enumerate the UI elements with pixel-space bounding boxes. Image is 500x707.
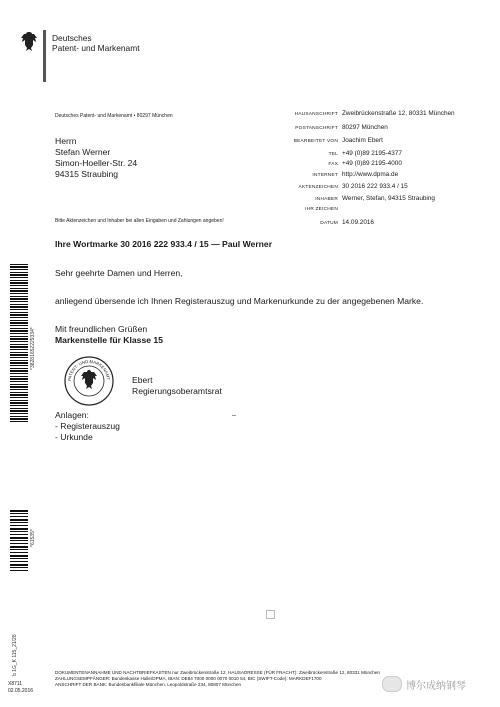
- header-label: AKTENZEICHEN: [298, 185, 338, 190]
- header-row: [254, 195, 435, 202]
- recipient-salutation: Herrn: [55, 136, 77, 146]
- closing: Mit freundlichen Grüßen: [55, 324, 148, 334]
- attachment-item: - Urkunde: [55, 432, 93, 442]
- footer-line: ZAHLUNGSEMPFÄNGER: Bundeskasse Halle/DPMA, IBAN: DE84 7000 0000 0070 0010 54, BIC (SWIFT-Code): MARKDEF1700: [55, 676, 322, 682]
- barcode-2: [10, 510, 28, 572]
- seal-text: PATENT- UND MARKENAMT: [66, 358, 112, 382]
- department: Markenstelle für Klasse 15: [55, 335, 163, 345]
- header-value: +49 (0)89 2195-4377: [342, 150, 402, 157]
- body-text: anliegend übersende ich Ihnen Registerauszug und Markenurkunde zu der angegebenen Marke.: [55, 296, 424, 306]
- header-row: [254, 110, 455, 117]
- vertical-reference: b 1G_K 115_21/28: [12, 634, 18, 676]
- header-row: [254, 207, 342, 212]
- header-row: [254, 183, 408, 190]
- footer: [55, 670, 380, 689]
- fold-mark: [232, 415, 236, 416]
- header-label: IHR ZEICHEN: [305, 207, 338, 212]
- office-name: [52, 33, 140, 53]
- office-name-line2: Patent- und Markenamt: [52, 43, 140, 53]
- recipient-name: Stefan Werner: [55, 147, 111, 157]
- header-label: INTERNET: [312, 173, 338, 178]
- header-row: [254, 124, 388, 131]
- greeting: Sehr geehrte Damen und Herren,: [55, 268, 183, 278]
- barcode-1: [10, 264, 28, 424]
- attachments: [55, 410, 120, 443]
- signatory-title: Regierungsoberamtsrat: [132, 386, 222, 396]
- header-label: INHABER: [315, 197, 338, 202]
- header-value: Werner, Stefan, 94315 Straubing: [342, 195, 435, 202]
- header-value: Joachim Ebert: [342, 137, 383, 144]
- header-label: DATUM: [320, 221, 338, 226]
- header-row: [254, 219, 374, 226]
- footer-line: ANSCHRIFT DER BANK: Bundesbankfiliale München, Leopoldstraße 234, 80807 München: [55, 682, 242, 688]
- fold-mark: [266, 610, 275, 619]
- header-label: BEARBEITET VON: [293, 139, 338, 144]
- attachment-item: - Registerauszug: [55, 421, 120, 431]
- office-name-line1: Deutsches: [52, 33, 92, 43]
- footer-line: DOKUMENTENANNAHME UND NACHTBRIEFKASTEN nur Zweibrückenstraße 12, HAUSADRESSE (FÜR FRACHT): Zweibrückenstraße 12, 80331 München: [55, 670, 380, 675]
- header-row: [254, 160, 402, 167]
- watermark: [382, 676, 466, 692]
- header-row: [254, 171, 398, 178]
- header-row: [254, 150, 402, 157]
- barcode-2-text: *61535*: [30, 529, 36, 547]
- header-label: TEL: [328, 152, 338, 157]
- header-value: 14.09.2016: [342, 219, 374, 226]
- header-value: 80297 München: [342, 124, 388, 131]
- logo-stripe: [43, 30, 46, 82]
- header-label: POSTANSCHRIFT: [295, 126, 338, 131]
- wechat-icon: [382, 676, 402, 692]
- federal-eagle-logo: [20, 30, 38, 52]
- header-row: [254, 137, 383, 144]
- barcode-1-text: *38281652229334*: [30, 327, 36, 370]
- reference-note: Bitte Aktenzeichen und Inhaber bei allen Eingaben und Zahlungen angeben!: [55, 218, 224, 224]
- recipient-address: [55, 136, 137, 180]
- recipient-city: 94315 Straubing: [55, 169, 119, 179]
- form-number: X8711: [8, 681, 23, 687]
- watermark-text: 博尔成纳钢琴: [406, 680, 466, 692]
- header-value: 30 2016 222 933.4 / 15: [342, 183, 408, 190]
- sender-line: Deutsches Patent- und Markenamt • 80297 München: [55, 113, 173, 119]
- subject-line: Ihre Wortmarke 30 2016 222 933.4 / 15 — Paul Werner: [55, 239, 273, 249]
- header-label: FAX: [328, 162, 338, 167]
- header-label: HAUSANSCHRIFT: [294, 112, 338, 117]
- recipient-street: Simon-Hoeller-Str. 24: [55, 158, 138, 168]
- signatory-name: Ebert: [132, 375, 153, 385]
- attachments-heading: Anlagen:: [55, 410, 89, 420]
- official-seal: [63, 355, 115, 407]
- form-date: 02.05.2016: [8, 688, 34, 694]
- header-value: +49 (0)89 2195-4000: [342, 160, 402, 167]
- header-value: http://www.dpma.de: [342, 171, 399, 178]
- header-value: Zweibrückenstraße 12, 80331 München: [342, 110, 455, 117]
